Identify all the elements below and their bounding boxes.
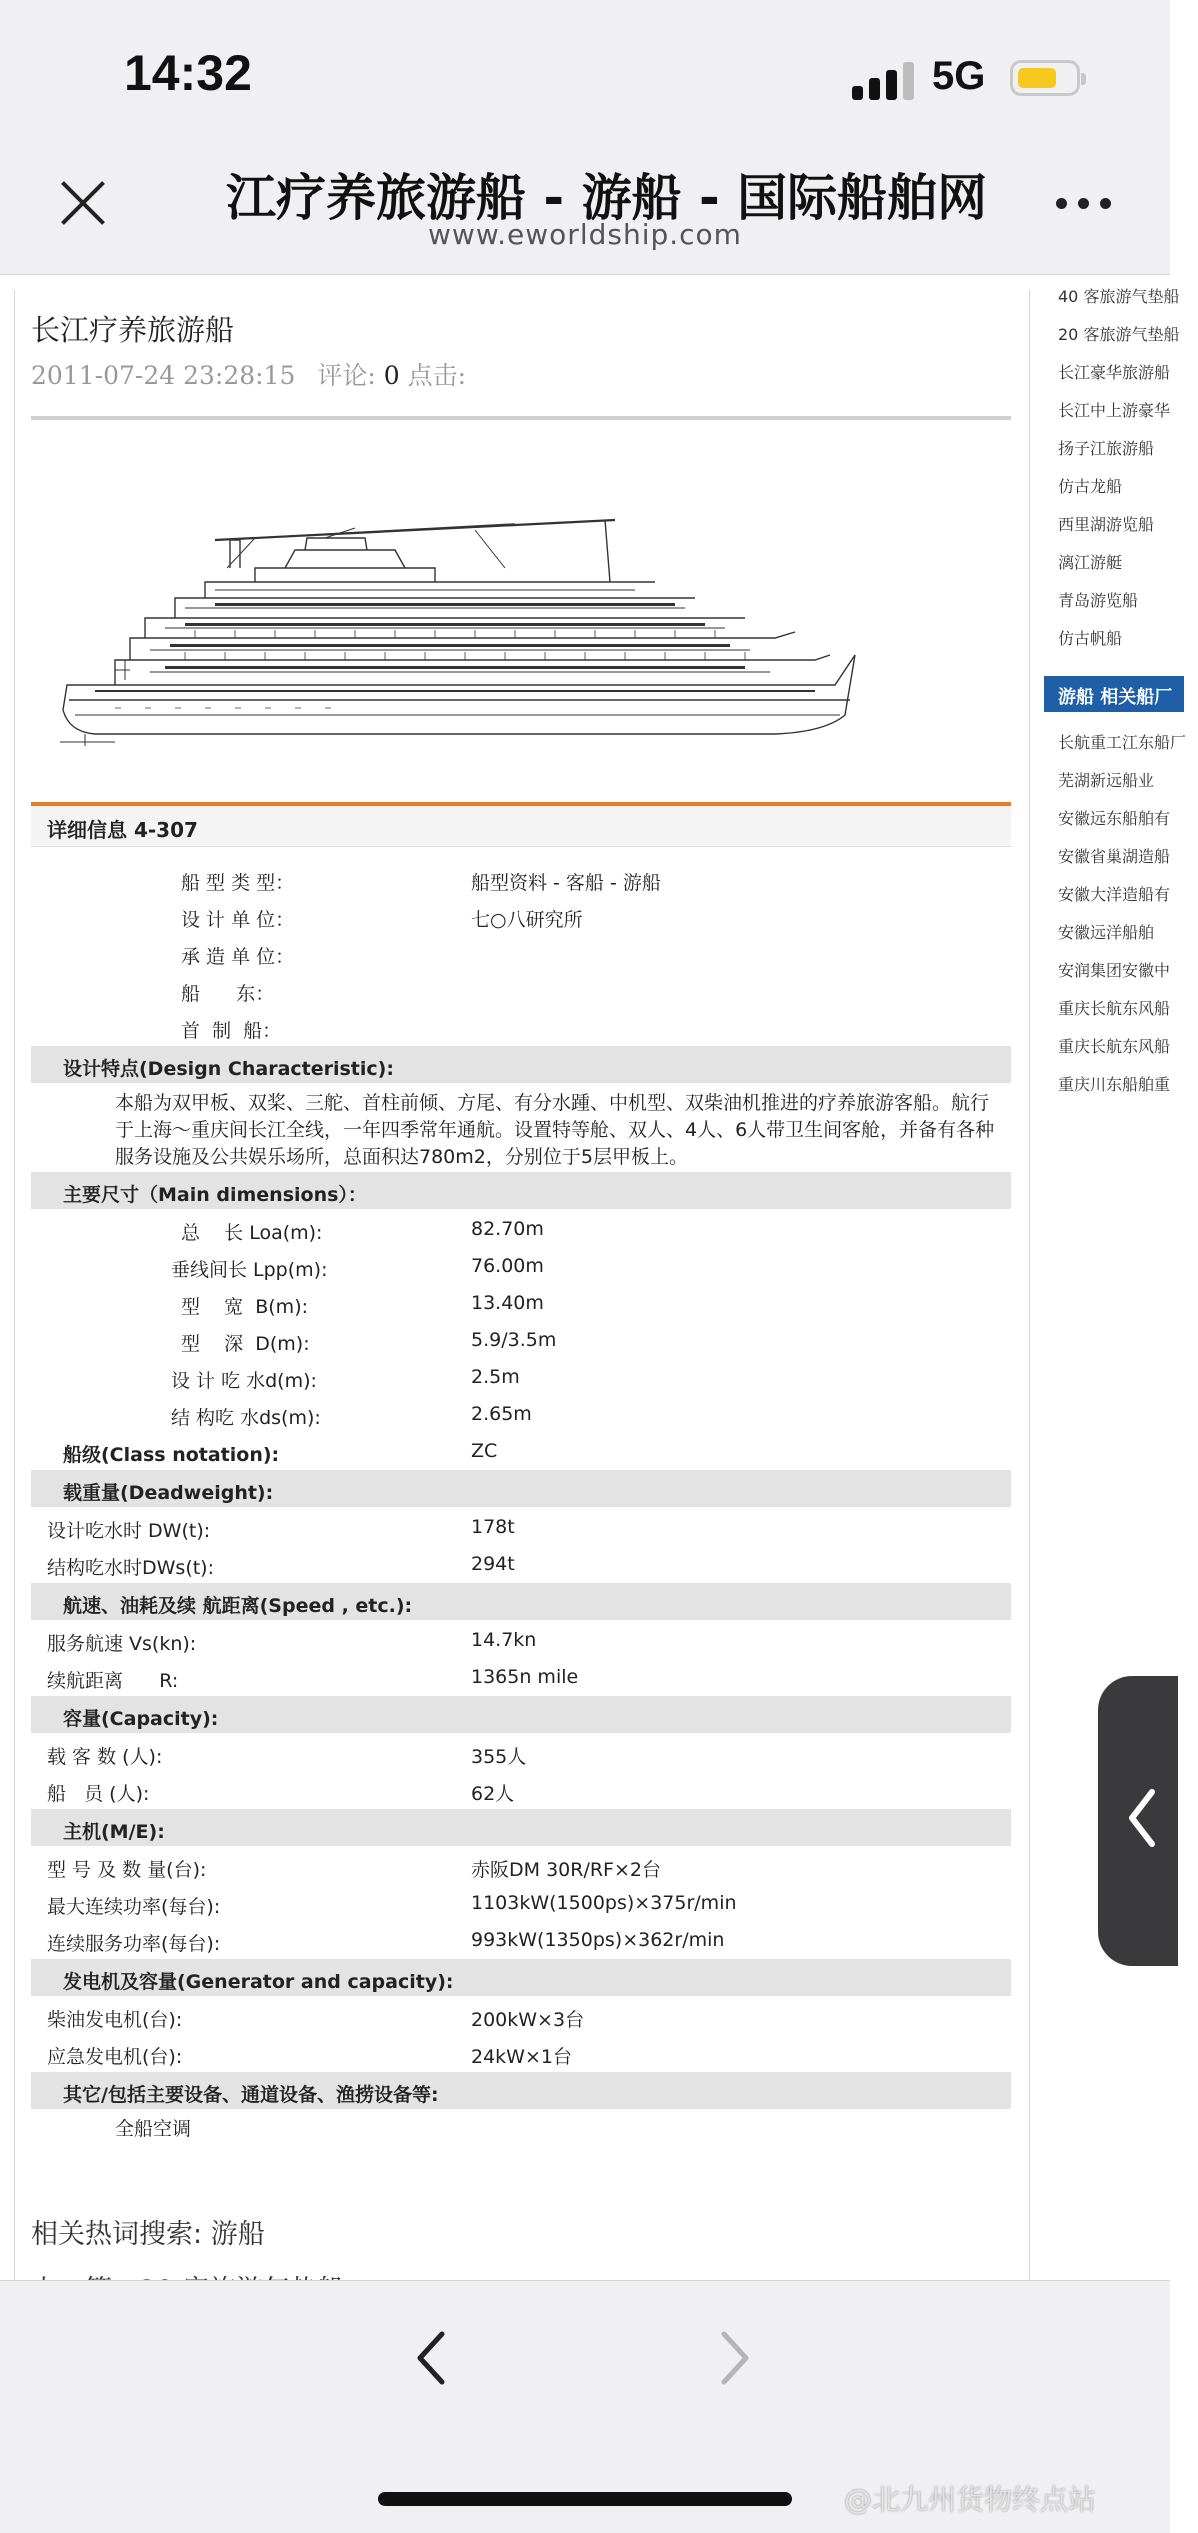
sidebar-link[interactable]: 长江豪华旅游船 xyxy=(1058,363,1171,382)
dimension-row xyxy=(31,1284,1011,1321)
section-capacity xyxy=(31,1696,1011,1733)
cellular-signal-icon xyxy=(852,58,914,100)
design-description: 本船为双甲板、双桨、三舵、首柱前倾、方尾、有分水踵、中机型、双柴油机推进的疗养旅游客船。航行于上海～重庆间长江全线，一年四季常年通航。设置特等舱、双人、4人、6人带卫生间客舱，并备有各种服务设施及公共娱乐场所，总面积达780m2，分别位于5层甲板上。 xyxy=(115,1092,995,1168)
sidebar-link[interactable]: 芜湖新远船业 xyxy=(1058,771,1155,790)
ship-drawing xyxy=(55,510,865,750)
dimension-label: 结 构吃 水ds(m): xyxy=(171,1407,321,1429)
sidebar-link[interactable]: 安润集团安徽中 xyxy=(1058,961,1171,980)
status-time: 14:32 xyxy=(124,45,252,101)
page-url: www.eworldship.com xyxy=(428,218,742,251)
speed-row xyxy=(31,1658,1011,1695)
engine-row xyxy=(31,1884,1011,1921)
dimension-label: 型 宽 B(m): xyxy=(181,1296,309,1318)
deadweight-row xyxy=(31,1508,1011,1545)
back-arrow-icon[interactable] xyxy=(410,2328,450,2388)
info-row xyxy=(31,934,1011,971)
dimension-value: 2.5m xyxy=(471,1366,520,1388)
right-sidebar xyxy=(1044,280,1187,2280)
section-main-engine xyxy=(31,1809,1011,1846)
sidebar-link[interactable]: 安徽大洋造船有 xyxy=(1058,885,1171,904)
article-panel xyxy=(14,290,1030,2281)
sidebar-link[interactable]: 安徽省巢湖造船 xyxy=(1058,847,1171,866)
more-options-icon[interactable] xyxy=(1056,198,1116,212)
page-title: 江疗养旅游船 - 游船 - 国际船舶网 xyxy=(226,169,988,227)
sidebar-link[interactable]: 20 客旅游气垫船 xyxy=(1058,325,1180,344)
deadweight-value: 178t xyxy=(471,1516,515,1538)
deadweight-value: 294t xyxy=(471,1553,515,1575)
dimension-row xyxy=(31,1358,1011,1395)
divider xyxy=(31,416,1011,420)
engine-label: 型 号 及 数 量(台): xyxy=(47,1859,207,1881)
comment-label: 评论: xyxy=(317,361,376,390)
section-title: 载重量(Deadweight): xyxy=(63,1482,274,1504)
deadweight-label: 结构吃水时DWs(t): xyxy=(47,1557,214,1579)
section-generator xyxy=(31,1959,1011,1996)
close-icon[interactable] xyxy=(58,178,108,228)
article-title: 长江疗养旅游船 xyxy=(31,313,235,347)
section-title: 设计特点(Design Characteristic): xyxy=(63,1058,394,1080)
sidebar-link[interactable]: 西里湖游览船 xyxy=(1058,515,1155,534)
capacity-label: 船 员 (人): xyxy=(47,1783,150,1805)
info-label: 首 制 船： xyxy=(181,1020,282,1042)
class-row xyxy=(31,1432,1011,1469)
dimension-value: 76.00m xyxy=(471,1255,544,1277)
dimension-row xyxy=(31,1321,1011,1358)
generator-row xyxy=(31,2034,1011,2071)
detail-header xyxy=(31,806,1011,847)
sidebar-link[interactable]: 40 客旅游气垫船 xyxy=(1058,287,1180,306)
class-value: ZC xyxy=(471,1440,498,1462)
section-title: 容量(Capacity): xyxy=(63,1708,219,1730)
engine-row xyxy=(31,1847,1011,1884)
info-value[interactable]: 船型资料 - 客船 - 游船 xyxy=(471,872,661,894)
battery-icon xyxy=(1010,60,1080,96)
capacity-value: 62人 xyxy=(471,1783,515,1805)
capacity-row xyxy=(31,1771,1011,1808)
comment-count: 0 xyxy=(383,361,400,390)
dimension-value: 5.9/3.5m xyxy=(471,1329,557,1351)
class-label: 船级(Class notation): xyxy=(63,1444,280,1466)
dimension-label: 垂线间长 Lpp(m): xyxy=(171,1259,328,1281)
info-row xyxy=(31,971,1011,1008)
section-other xyxy=(31,2072,1011,2109)
dimension-label: 型 深 D(m): xyxy=(181,1333,310,1355)
engine-value: 1103kW(1500ps)×375r/min xyxy=(471,1892,737,1914)
engine-label: 最大连续功率(每台): xyxy=(47,1896,221,1918)
detail-header-label: 详细信息 4-307 xyxy=(47,818,198,842)
clicks-label: 点击: xyxy=(407,361,467,390)
sidebar-link[interactable]: 安徽远东船舶有 xyxy=(1058,809,1171,828)
engine-value: 赤阪DM 30R/RF×2台 xyxy=(471,1859,661,1881)
dimension-value: 82.70m xyxy=(471,1218,544,1240)
network-type: 5G xyxy=(932,54,986,98)
info-label: 船 东： xyxy=(181,983,275,1005)
speed-label: 服务航速 Vs(kn): xyxy=(47,1633,197,1655)
info-row xyxy=(31,897,1011,934)
side-panel-handle[interactable] xyxy=(1098,1676,1178,1966)
section-title: 发电机及容量(Generator and capacity): xyxy=(63,1971,454,1993)
dimension-row xyxy=(31,1247,1011,1284)
related-search xyxy=(31,2212,265,2251)
info-row xyxy=(31,1008,1011,1045)
sidebar-link[interactable]: 长航重工江东船厂 xyxy=(1058,733,1187,752)
sidebar-section-title: 游船 相关船厂 xyxy=(1058,687,1173,708)
chevron-left-icon xyxy=(1124,1788,1160,1848)
generator-value: 200kW×3台 xyxy=(471,2009,585,2031)
speed-value: 1365n mile xyxy=(471,1666,579,1688)
info-label: 船 型 类 型： xyxy=(181,872,295,894)
section-title: 主要尺寸（Main dimensions）： xyxy=(63,1184,367,1206)
forward-arrow-icon[interactable] xyxy=(716,2328,756,2388)
dimension-label: 总 长 Loa(m): xyxy=(181,1222,323,1244)
sidebar-link[interactable]: 扬子江旅游船 xyxy=(1058,439,1155,458)
article-date: 2011-07-24 23:28:15 xyxy=(31,361,296,390)
capacity-value: 355人 xyxy=(471,1746,527,1768)
generator-label: 柴油发电机(台): xyxy=(47,2009,183,2031)
engine-value: 993kW(1350ps)×362r/min xyxy=(471,1929,725,1951)
generator-value: 24kW×1台 xyxy=(471,2046,572,2068)
article-meta xyxy=(31,356,466,392)
watermark: @北九州货物终点站 xyxy=(844,2483,1097,2516)
section-title: 其它/包括主要设备、通道设备、渔捞设备等: xyxy=(63,2084,439,2106)
related-label: 相关热词搜索: xyxy=(31,2219,203,2250)
sidebar-link[interactable]: 重庆长航东风船 xyxy=(1058,999,1171,1018)
deadweight-row xyxy=(31,1545,1011,1582)
section-title: 航速、油耗及续 航距离(Speed , etc.): xyxy=(63,1595,413,1617)
sidebar-link[interactable]: 青岛游览船 xyxy=(1058,591,1139,610)
dimension-value: 13.40m xyxy=(471,1292,544,1314)
sidebar-link[interactable]: 重庆长航东风船 xyxy=(1058,1037,1171,1056)
related-keyword-link[interactable]: 游船 xyxy=(210,2219,265,2250)
dimension-row xyxy=(31,1395,1011,1432)
info-value: 七○八研究所 xyxy=(471,909,583,931)
section-design xyxy=(31,1046,1011,1083)
section-deadweight xyxy=(31,1470,1011,1507)
capacity-row xyxy=(31,1734,1011,1771)
speed-value: 14.7kn xyxy=(471,1629,537,1651)
capacity-label: 载 客 数 (人): xyxy=(47,1746,163,1768)
sidebar-link[interactable]: 仿古帆船 xyxy=(1058,629,1123,648)
speed-label: 续航距离 R: xyxy=(47,1670,179,1692)
dimension-row xyxy=(31,1210,1011,1247)
section-speed xyxy=(31,1583,1011,1620)
sidebar-link[interactable]: 仿古龙船 xyxy=(1058,477,1123,496)
sidebar-link[interactable]: 漓江游艇 xyxy=(1058,553,1123,572)
engine-label: 连续服务功率(每台): xyxy=(47,1933,221,1955)
generator-row xyxy=(31,1997,1011,2034)
sidebar-section-header xyxy=(1044,676,1184,712)
speed-row xyxy=(31,1621,1011,1658)
sidebar-link[interactable]: 安徽远洋船舶 xyxy=(1058,923,1155,942)
dimension-label: 设 计 吃 水d(m): xyxy=(171,1370,317,1392)
info-label: 设 计 单 位： xyxy=(181,909,295,931)
other-equipment: 全船空调 xyxy=(115,2118,192,2140)
dimension-value: 2.65m xyxy=(471,1403,532,1425)
section-title: 主机(M/E): xyxy=(63,1821,165,1843)
info-row xyxy=(31,860,1011,897)
info-label: 承 造 单 位： xyxy=(181,946,295,968)
home-indicator[interactable] xyxy=(378,2492,792,2506)
deadweight-label: 设计吃水时 DW(t): xyxy=(47,1520,211,1542)
sidebar-link[interactable]: 重庆川东船舶重 xyxy=(1058,1075,1171,1094)
section-dimensions xyxy=(31,1172,1011,1209)
sidebar-link[interactable]: 长江中上游豪华 xyxy=(1058,401,1171,420)
generator-label: 应急发电机(台): xyxy=(47,2046,183,2068)
engine-row xyxy=(31,1921,1011,1958)
